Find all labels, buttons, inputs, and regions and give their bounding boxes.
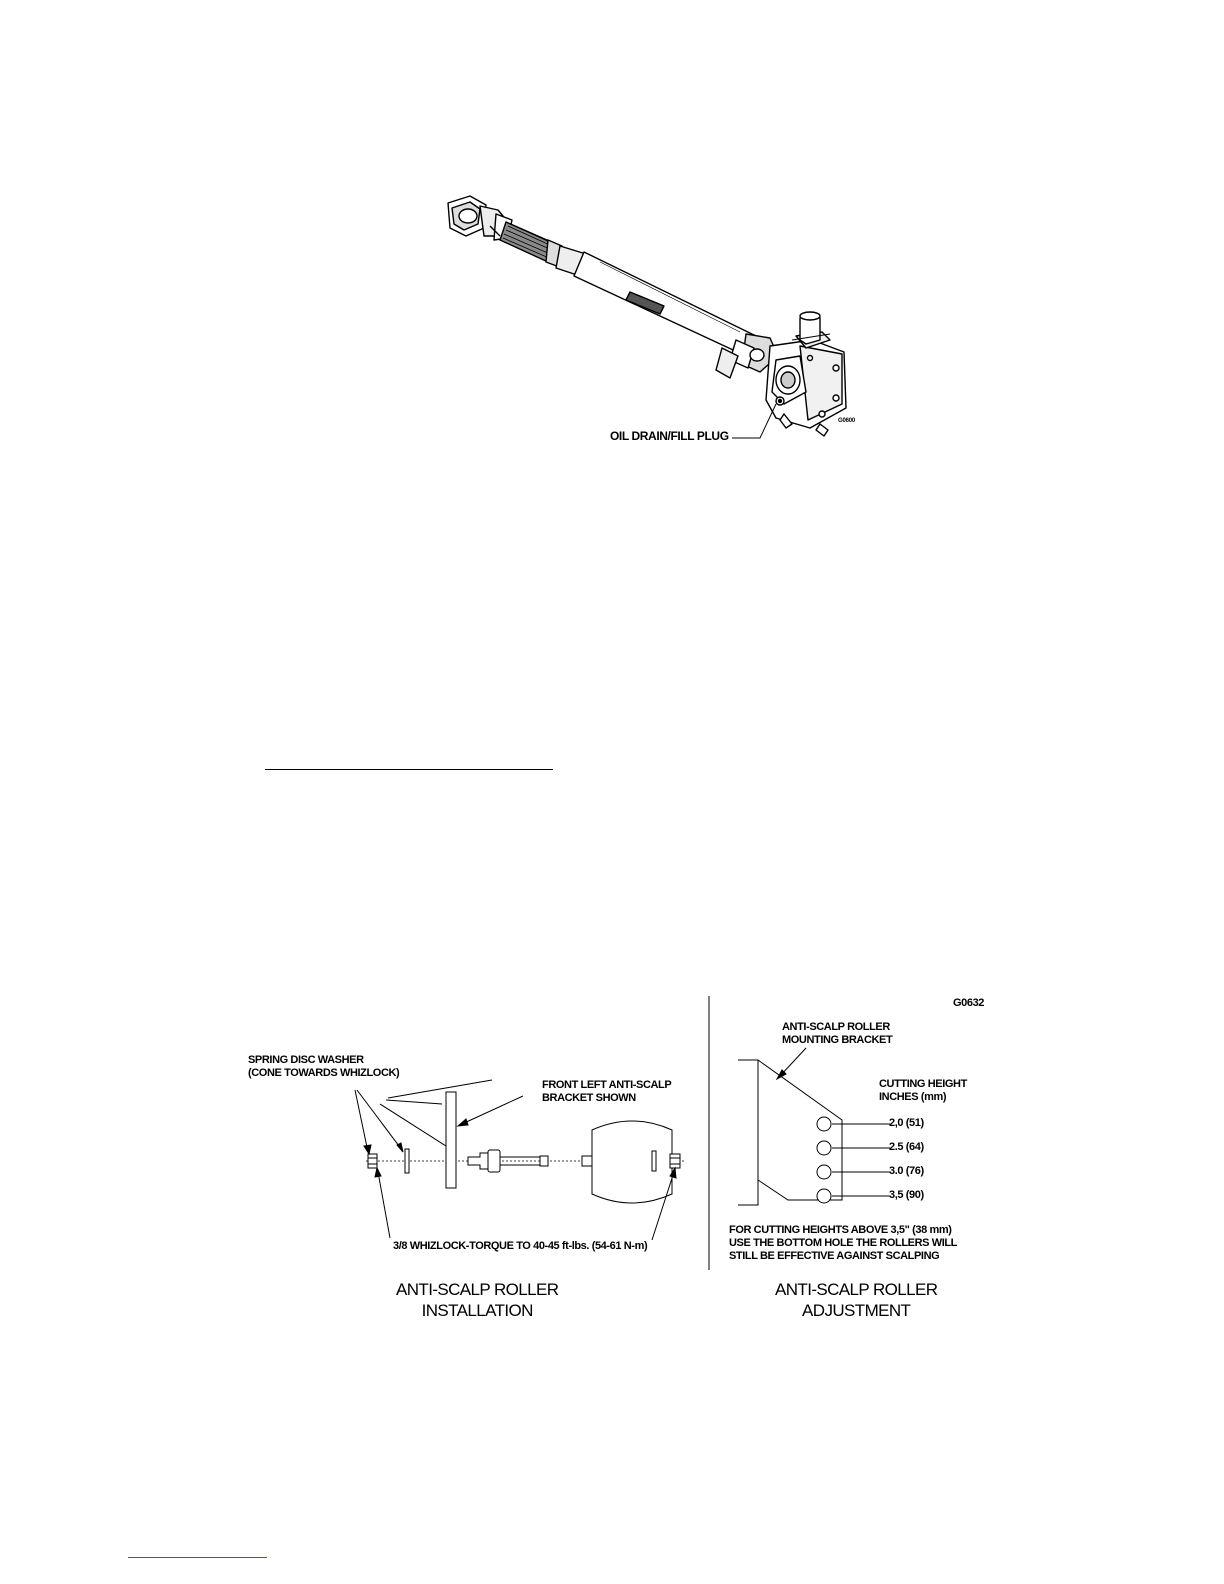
whizlock-torque-label: 3/8 WHIZLOCK-TORQUE TO 40-45 ft-lbs. (54-61 N-m) (393, 1240, 648, 1252)
cutting-height-2-5: 2.5 (64) (889, 1141, 924, 1153)
cutting-height-2-0: 2,0 (51) (889, 1117, 924, 1129)
cutting-height-header: CUTTING HEIGHT INCHES (mm) (879, 1078, 967, 1103)
adjustment-title: ANTI-SCALP ROLLER ADJUSTMENT (775, 1280, 938, 1320)
link-underline (128, 1557, 267, 1558)
oil-drain-fill-plug-label: OIL DRAIN/FILL PLUG (610, 429, 729, 443)
figure-code-g0600: G0600 (838, 418, 856, 424)
mounting-bracket-label: ANTI-SCALP ROLLER MOUNTING BRACKET (782, 1021, 893, 1046)
installation-title: ANTI-SCALP ROLLER INSTALLATION (396, 1280, 559, 1320)
spring-disc-washer-label: SPRING DISC WASHER (CONE TOWARDS WHIZLOCK) (248, 1054, 400, 1079)
cutting-height-note: FOR CUTTING HEIGHTS ABOVE 3,5" (38 mm) USE THE BOTTOM HOLE THE ROLLERS WILL STILL BE EFFECTIVE AGAINST SCALPING (729, 1224, 958, 1262)
cutting-height-3-0: 3.0 (76) (889, 1165, 924, 1177)
front-left-bracket-label: FRONT LEFT ANTI-SCALP BRACKET SHOWN (542, 1079, 672, 1104)
cutting-height-3-5: 3,5 (90) (889, 1189, 924, 1201)
figure-code-g0632: G0632 (953, 997, 985, 1009)
